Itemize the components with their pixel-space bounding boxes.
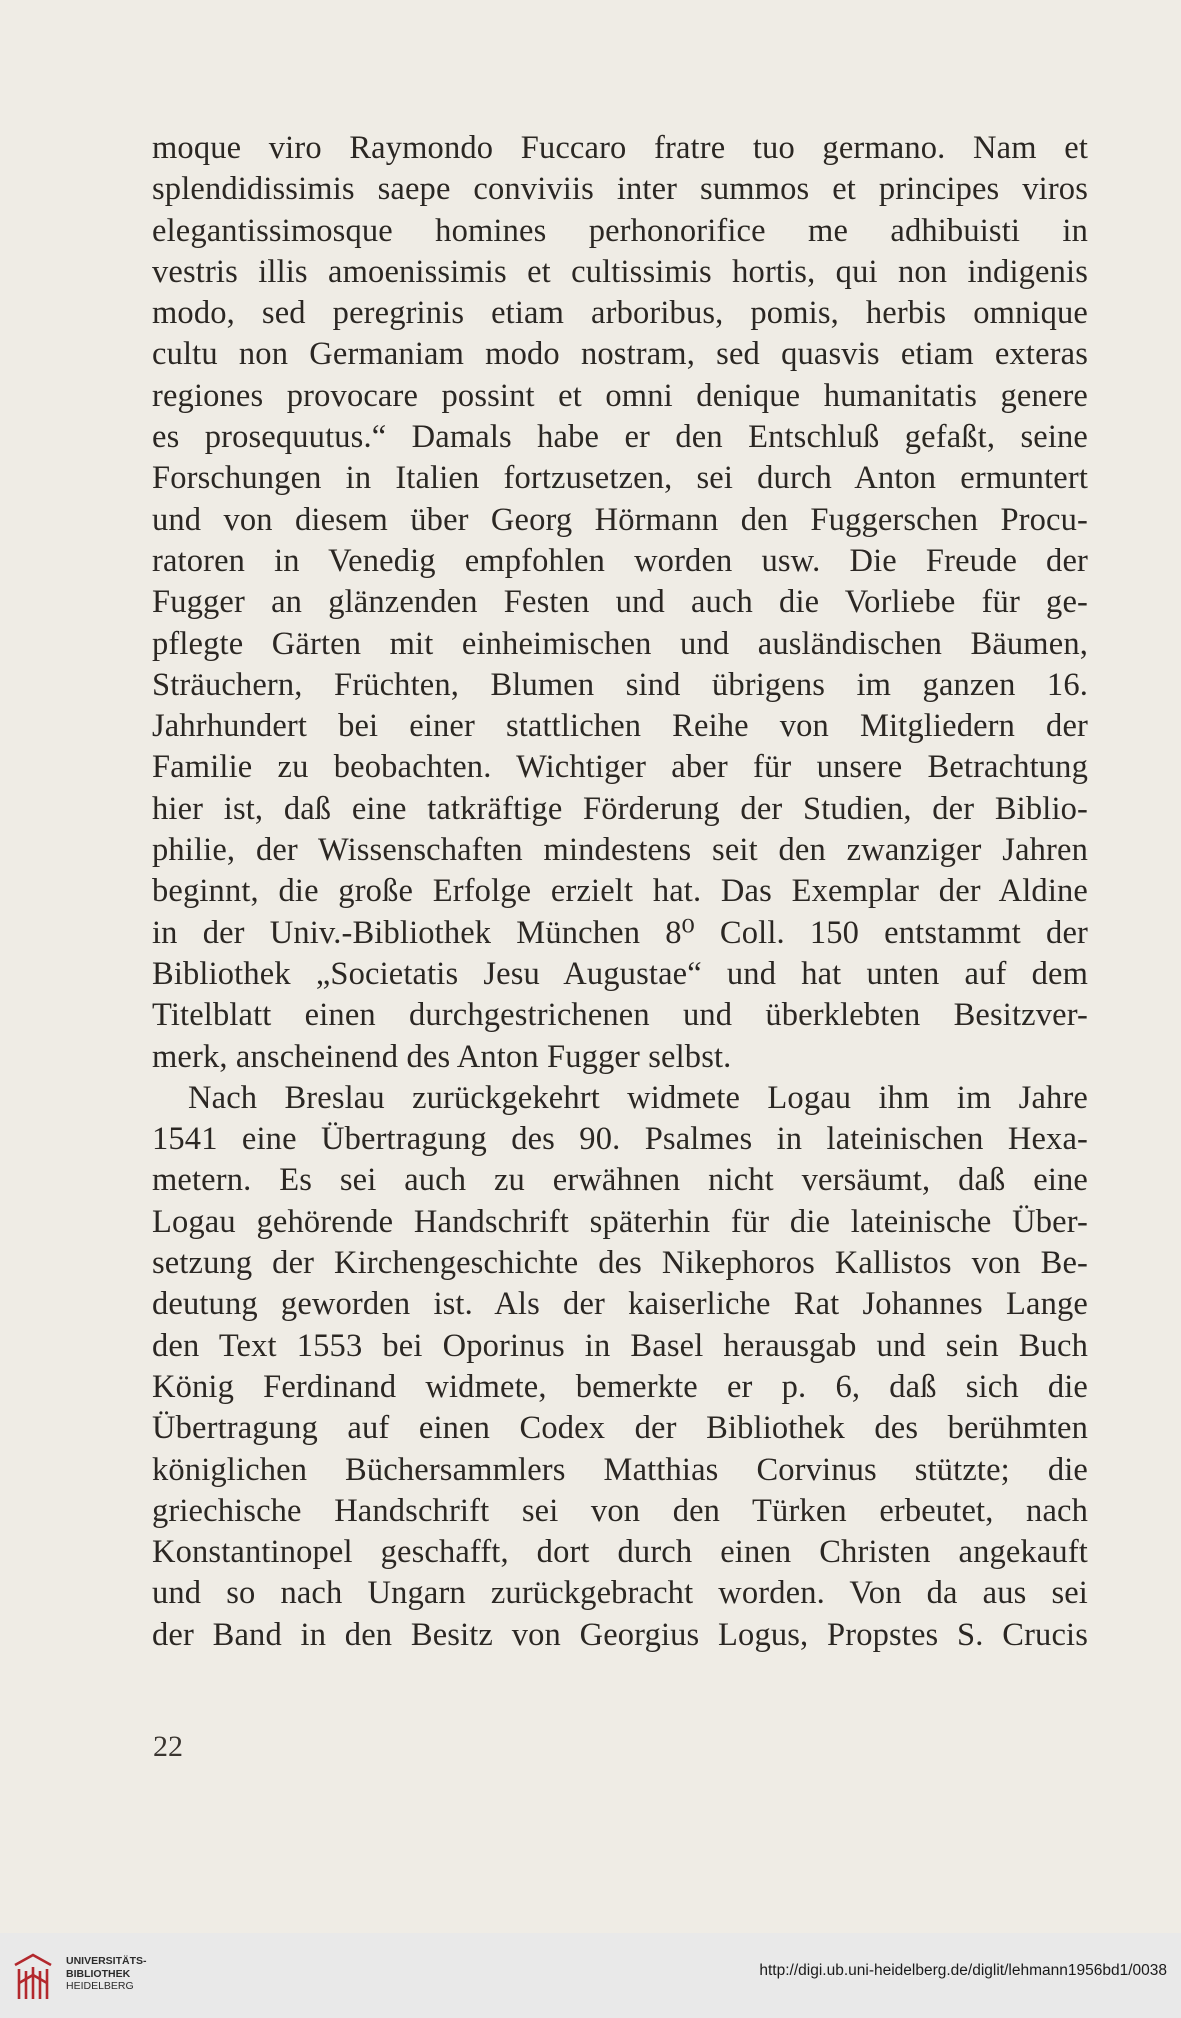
library-name-line: BIBLIOTHEK [66, 1967, 131, 1980]
text-line: Bibliothek „Societatis Jesu Augustae“ und hat unten auf dem [152, 955, 1088, 992]
text-line: hier ist, daß eine tatkräftige Förderung der Studien, der Biblio- [152, 790, 1088, 827]
body-text [152, 128, 1088, 1656]
text-line: in der Univ.-Bibliothek München 8⁰ Coll. 150 entstammt der [152, 914, 1088, 951]
heidelberg-library-logo-icon [12, 1949, 54, 2003]
text-line: Forschungen in Italien fortzusetzen, sei durch Anton ermuntert [152, 460, 1088, 497]
permalink-url[interactable]: http://digi.ub.uni-heidelberg.de/diglit/lehmann1956bd1/0038 [759, 1962, 1167, 1979]
text-line: deutung geworden ist. Als der kaiserliche Rat Johannes Lange [152, 1286, 1088, 1323]
text-line: ratoren in Venedig empfohlen worden usw. Die Freude der [152, 542, 1088, 579]
text-line: Jahrhundert bei einer stattlichen Reihe von Mitgliedern der [152, 708, 1088, 745]
text-line: modo, sed peregrinis etiam arboribus, pomis, herbis omnique [152, 295, 1088, 332]
text-line: Logau gehörende Handschrift späterhin für die lateinische Über- [152, 1203, 1088, 1240]
text-line: der Band in den Besitz von Georgius Logus, Propstes S. Crucis [152, 1616, 1088, 1653]
text-line: Familie zu beobachten. Wichtiger aber für unsere Betrachtung [152, 749, 1088, 786]
text-line: griechische Handschrift sei von den Türken erbeutet, nach [152, 1492, 1088, 1529]
library-name [66, 1955, 147, 1993]
text-line: regiones provocare possint et omni denique humanitatis genere [152, 377, 1088, 414]
text-line: moque viro Raymondo Fuccaro fratre tuo germano. Nam et [152, 130, 1088, 166]
text-line: philie, der Wissenschaften mindestens seit den zwanziger Jahren [152, 832, 1088, 869]
text-line: Sträuchern, Früchten, Blumen sind übrigens im ganzen 16. [152, 666, 1088, 703]
text-line: 1541 eine Übertragung des 90. Psalmes in lateinischen Hexa- [152, 1121, 1088, 1158]
page-number: 22 [153, 1730, 183, 1763]
library-name-line: UNIVERSITÄTS- [66, 1955, 147, 1967]
text-line: Übertragung auf einen Codex der Bibliothek des berühmten [152, 1410, 1088, 1447]
text-line: Fugger an glänzenden Festen und auch die Vorliebe für ge- [152, 584, 1088, 621]
text-line: splendidissimis saepe conviviis inter summos et principes viros [152, 171, 1088, 208]
text-line: und von diesem über Georg Hörmann den Fuggerschen Procu- [152, 501, 1088, 538]
text-line: cultu non Germaniam modo nostram, sed quasvis etiam exteras [152, 336, 1088, 373]
text-line: beginnt, die große Erfolge erzielt hat. Das Exemplar der Aldine [152, 873, 1088, 910]
text-line: pflegte Gärten mit einheimischen und ausländischen Bäumen, [152, 625, 1088, 662]
text-line: Titelblatt einen durchgestrichenen und überklebten Besitzver- [152, 997, 1088, 1034]
text-line: den Text 1553 bei Oporinus in Basel herausgab und sein Buch [152, 1327, 1088, 1364]
text-line: königlichen Büchersammlers Matthias Corvinus stützte; die [152, 1451, 1088, 1488]
text-line: und so nach Ungarn zurückgebracht worden. Von da aus sei [152, 1575, 1088, 1612]
text-line: metern. Es sei auch zu erwähnen nicht versäumt, daß eine [152, 1162, 1088, 1199]
text-line: elegantissimosque homines perhonorifice me adhibuisti in [152, 212, 1088, 249]
text-line: Konstantinopel geschafft, dort durch einen Christen angekauft [152, 1534, 1088, 1571]
paragraph-end-line: merk, anscheinend des Anton Fugger selbst. [152, 1038, 732, 1075]
text-line: es prosequutus.“ Damals habe er den Entschluß gefaßt, seine [152, 419, 1088, 456]
library-name-line: HEIDELBERG [66, 1980, 134, 1992]
text-line: König Ferdinand widmete, bemerkte er p. 6, daß sich die [152, 1368, 1088, 1405]
paragraph-start-line: Nach Breslau zurückgekehrt widmete Logau ihm im Jahre [188, 1079, 1088, 1116]
text-line: setzung der Kirchengeschichte des Nikephoros Kallistos von Be- [152, 1245, 1088, 1282]
text-line: vestris illis amoenissimis et cultissimis hortis, qui non indigenis [152, 253, 1088, 290]
